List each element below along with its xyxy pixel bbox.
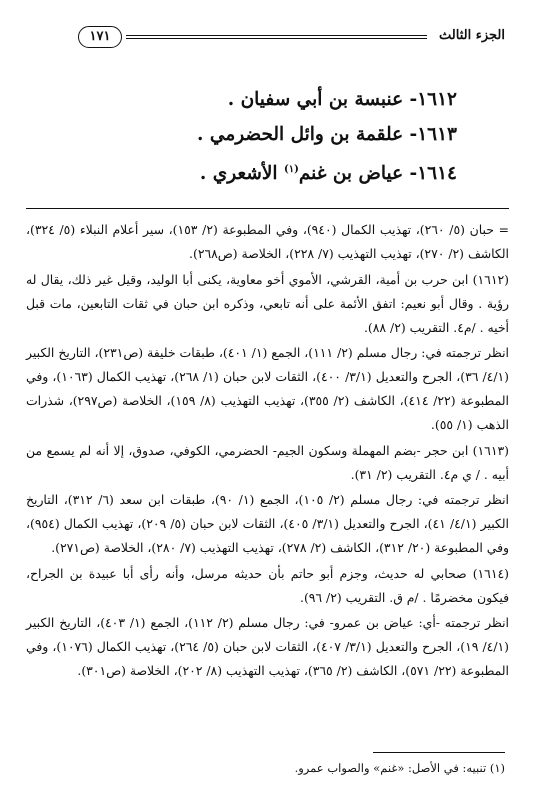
footnote: (١) تنبيه: في الأصل: «غنم» والصواب عمرو. bbox=[294, 761, 505, 775]
entry-1614 bbox=[60, 152, 457, 191]
note-1614-refs: انظر ترجمته -أي: عياض بن عمرو- في: رجال مسلم (٢/ ١١٢)، الجمع (١/ ٤٠٣)، التاريخ الكبير (٤/١/ ١٩)، الجرح والتعديل (٣/١/ ٤٠٧)، الثقات لابن حبان (٥/ ٢٦٤)، تهذيب الكمال (١٠٧٦)، وفي المطبوعة (٢٢/ ٥٧١)، الكاشف (٢/ ٣٦٥)، تهذيب التهذيب (٨/ ٢٠٢)، الخلاصة (ص٣٠١). bbox=[26, 615, 510, 678]
note-1613: (١٦١٣) ابن حجر -بضم المهملة وسكون الجيم- الحضرمي، الكوفي، صدوق، إلا أنه لم يسمع من أبيه . / ي م٤. التقريب (٢/ ٣١). bbox=[26, 443, 509, 482]
note-1613-refs: انظر ترجمته في: رجال مسلم (٢/ ١٠٥)، الجمع (١/ ٩٠)، طبقات ابن سعد (٦/ ٣١٢)، التاريخ الكبير (٤/١/ ٤١)، الجرح والتعديل (٣/١/ ٤٠٥)، الثقات لابن حبان (٥/ ٢٠٩)، تهذيب الكمال (٩٥٤)، وفي المطبوعة (٢٠/ ٣١٢)، الكاشف (٢/ ٢٧٨)، تهذيب التهذيب (٧/ ٢٨٠)، الخلاصة (ص٢٧١). bbox=[26, 492, 509, 555]
note-1612-refs: انظر ترجمته في: رجال مسلم (٢/ ١١١)، الجمع (١/ ٤٠١)، طبقات خليفة (ص٢٣١)، التاريخ الكبير (٤/١/ ٣٦)، الجرح والتعديل (٣/١/ ٤٠٠)، الثقات لابن حبان (١/ ٢٦٨)، تهذيب الكمال (١٠٦٣)، وفي المطبوعة (٢٢/ ٤١٤)، الكاشف (٢/ ٣٥٥)، تهذيب التهذيب (٨/ ١٥٩)، الخلاصة (ص٢٩٧)، شذرات الذهب (١/ ٥٥). bbox=[26, 345, 510, 432]
main-entries bbox=[60, 82, 457, 191]
running-header bbox=[78, 26, 505, 50]
volume-title: الجزء الثالث bbox=[439, 28, 505, 43]
note-1614: (١٦١٤) صحابي له حديث، وجزم أبو حاتم بأن حديثه مرسل، وأنه رأى أبا عبيدة بن الجراح، فيكون مخضرمًا . /م ق. التقريب (٢/ ٩٦). bbox=[26, 566, 509, 605]
entry-1612: ١٦١٢- عنبسة بن أبي سفيان . bbox=[227, 89, 457, 110]
note-continued: = حبان (٥/ ٢٦٠)، تهذيب الكمال (٩٤٠)، وفي المطبوعة (٢/ ١٥٣)، سير أعلام النبلاء (٥/ ٣٢٤)، الكاشف (٢/ ٢٧٠)، تهذيب التهذيب (٧/ ٢٢٨)، الخلاصة (ص٢٦٨). bbox=[26, 222, 509, 261]
footnote-rule bbox=[373, 752, 505, 753]
entry-1614-nisba: الأشعري . bbox=[199, 163, 284, 185]
page-number-badge: ١٧١ bbox=[78, 26, 122, 48]
entry-1614-name: ١٦١٤- عياض بن غنم bbox=[298, 163, 457, 185]
entry-1613: ١٦١٣- علقمة بن وائل الحضرمي . bbox=[197, 124, 457, 145]
header-rule bbox=[126, 35, 427, 39]
note-1612: (١٦١٢) ابن حرب بن أمية، القرشي، الأموي أخو معاوية، يكنى أبا الوليد، وقيل غير ذلك، يقال له رؤية . وقال أبو نعيم: اتفق الأئمة على أنه تابعي، وذكره ابن حبان في ثقات التابعين، مات قبل أخيه . /م٤. التقريب (٢/ ٨٨). bbox=[26, 272, 509, 335]
footnote-marker: (١) bbox=[283, 164, 299, 175]
notes-section bbox=[26, 218, 509, 684]
notes-separator bbox=[26, 208, 509, 209]
